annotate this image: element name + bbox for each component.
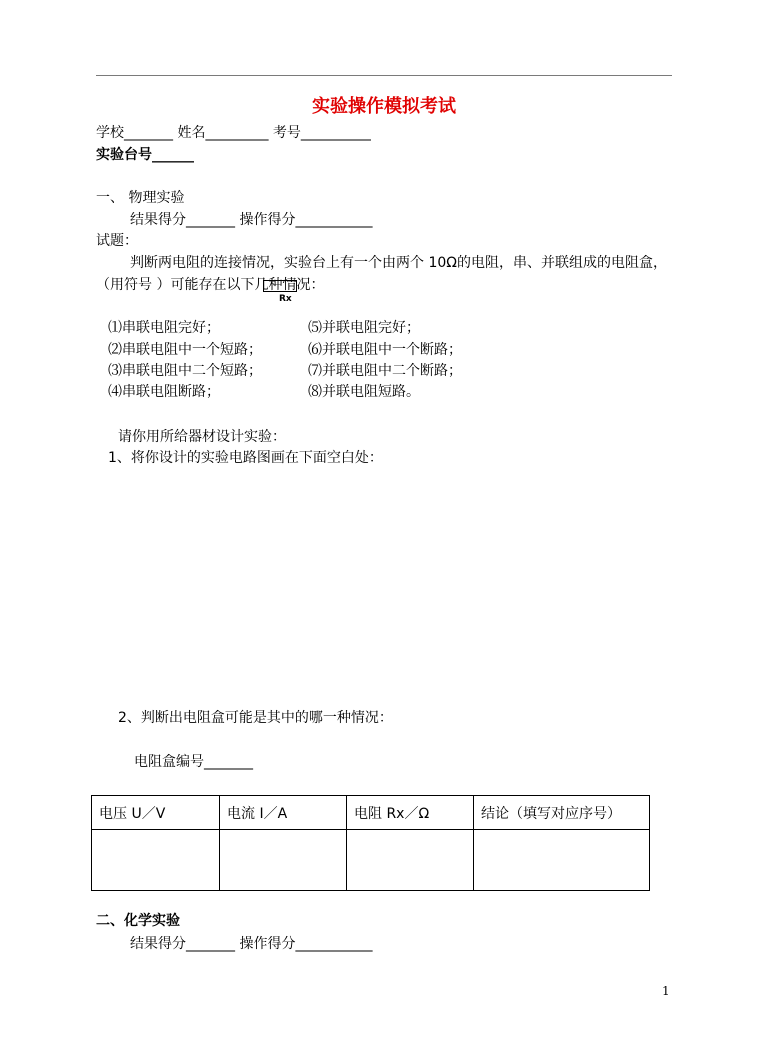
page-number: 1 [662,984,670,998]
header-rule [96,75,672,76]
school-name-id-line: 学校_______ 姓名_________ 考号__________ [96,125,371,141]
task2-line: 2、判断出电阻盒可能是其中的哪一种情况： [118,710,393,726]
case-item: ⑴串联电阻完好； [108,320,220,336]
table-cell-conclusion[interactable] [474,830,650,891]
section1-heading: 一、 物理实验 [96,190,185,206]
task1-line: 1、将你设计的实验电路图画在下面空白处： [108,450,383,466]
table-cell-voltage[interactable] [92,830,220,891]
results-table [91,795,650,891]
resistor-symbol-label: Rx [279,294,292,304]
resistor-symbol-icon [263,280,297,292]
table-header-resistance: 电阻 Rx／Ω [347,796,474,830]
table-cell-resistance[interactable] [347,830,474,891]
table-header-voltage: 电压 U／V [92,796,220,830]
question-line1: 判断两电阻的连接情况，实验台上有一个由两个 10Ω的电阻，串、并联组成的电阻盒， [130,255,667,271]
table-header-current: 电流 I／A [220,796,347,830]
instruction-line: 请你用所给器材设计实验： [118,429,286,445]
table-header-conclusion: 结论（填写对应序号） [474,796,650,830]
page-title: 实验操作模拟考试 [312,96,456,117]
bench-number-line: 实验台号______ [96,147,194,163]
case-item: ⑶串联电阻中二个短路； [108,363,262,379]
table-cell-current[interactable] [220,830,347,891]
question-label: 试题： [96,233,138,249]
case-item: ⑹并联电阻中一个断路； [308,342,462,358]
case-item: ⑸并联电阻完好； [308,320,420,336]
box-number-line: 电阻盒编号_______ [134,754,253,770]
case-item: ⑻并联电阻短路。 [308,384,420,400]
case-item: ⑷串联电阻断路； [108,384,220,400]
section1-scores: 结果得分_______ 操作得分___________ [130,212,373,228]
case-item: ⑵串联电阻中一个短路； [108,342,262,358]
section2-scores: 结果得分_______ 操作得分___________ [130,936,373,952]
question-line2: （用符号 ）可能存在以下几种情况： [96,277,325,293]
section2-heading: 二、化学实验 [96,913,180,929]
case-item: ⑺并联电阻中二个断路； [308,363,462,379]
